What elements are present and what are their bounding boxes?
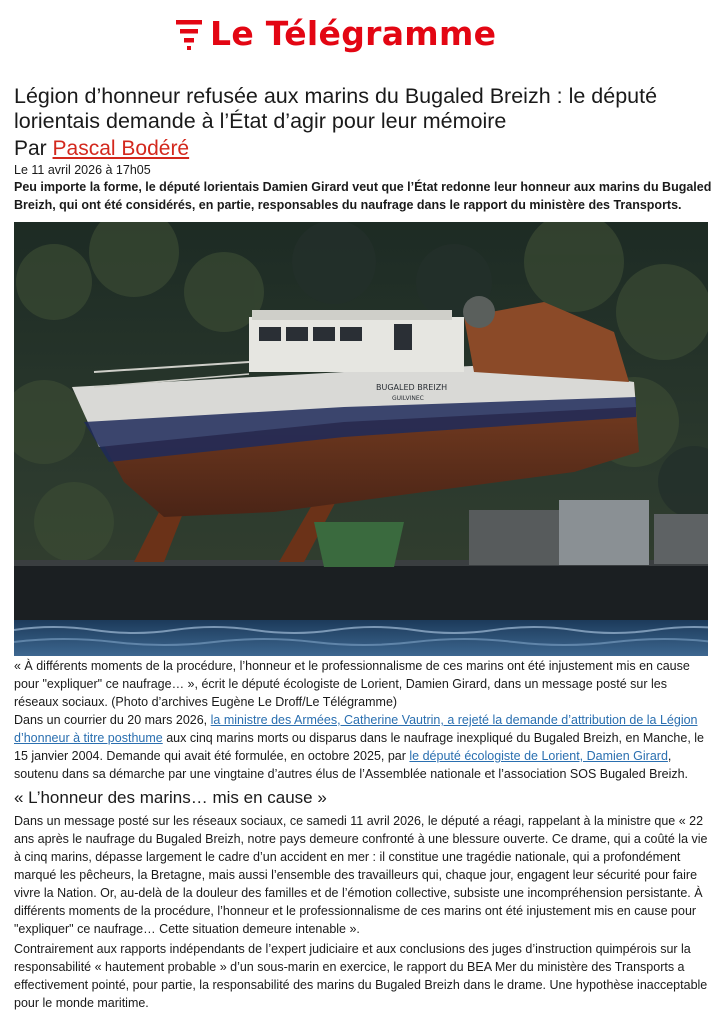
- article-title: Légion d’honneur refusée aux marins du Bugaled Breizh : le député lorientais demande à l’État d’agir pour leur mémoire: [14, 84, 658, 133]
- byline: [14, 136, 189, 161]
- deputy-link[interactable]: le député écologiste de Lorient, Damien Girard: [409, 749, 668, 763]
- paragraph-text: aux cinq marins morts ou disparus dans le naufrage inexpliqué du Bugaled Breizh, en Manche, le 15 janvier 2004. Demande qui avait été formulée, en octobre 2025, par: [14, 731, 705, 763]
- ministry-decision-link[interactable]: la ministre des Armées, Catherine Vautrin, a rejeté la demande d’attribution de la Légion d’honneur à titre posthume: [14, 713, 698, 745]
- article-paragraph-3: Contrairement aux rapports indépendants de l’expert judiciaire et aux conclusions des juges d’instruction quimpérois sur la responsabilité « hautement probable » d’un sous-marin en exercice, le rapport du BEA Mer du ministère des Transports a effectivement pointé, pour partie, la responsabilité des marins du Bugaled Breizh dans le drame. Une hypothèse inacceptable pour le monde maritime.: [14, 942, 708, 1010]
- telegramme-logo-icon[interactable]: [176, 20, 202, 50]
- author-link[interactable]: Pascal Bodéré: [52, 137, 190, 160]
- article-subheading: « L’honneur des marins… mis en cause »: [14, 788, 327, 807]
- article-paragraph-1: [14, 711, 714, 783]
- paragraph-text: , soutenu dans sa démarche par une vingtaine d’autres élus de l’Assemblée nationale et l’association SOS Bugaled Breizh.: [14, 749, 689, 781]
- photo-caption: « À différents moments de la procédure, l’honneur et le professionnalisme de ces marins ont été injustement mis en cause pour "expliquer" ce naufrage… », écrit le député écologiste de Lorient, Damien Girard, dans un message posté sur les réseaux sociaux. (Photo d’archives Eugène Le Droff/Le Télégramme): [14, 659, 690, 709]
- hull-port-label: GUILVINEC: [392, 395, 424, 402]
- article-photo: [14, 222, 708, 656]
- publish-date: Le 11 avril 2026 à 17h05: [14, 163, 151, 177]
- hull-name-label: BUGALED BREIZH: [376, 383, 448, 392]
- byline-prefix: Par: [14, 137, 47, 160]
- site-logo-text[interactable]: Le Télégramme: [210, 14, 497, 53]
- paragraph-text: Dans un courrier du 20 mars 2026,: [14, 713, 211, 727]
- masthead: [0, 14, 725, 60]
- article-standfirst: Peu importe la forme, le député lorientais Damien Girard veut que l’État redonne leur honneur aux marins du Bugaled Breizh, qui ont été considérés, en partie, responsables du naufrage dans le rapport du ministère des Transports.: [14, 180, 712, 212]
- article-paragraph-2: Dans un message posté sur les réseaux sociaux, ce samedi 11 avril 2026, le député a réagi, rappelant à la ministre que « 22 ans après le naufrage du Bugaled Breizh, notre pays demeure confronté à une blessure ouverte. Ce drame, qui a coûté la vie à cinq marins, dépasse largement le cadre d’un accident en mer : il constitue une tragédie nationale, qui a profondément marqué les pêcheurs, la Bretagne, mais aussi l’ensemble des travailleurs qui, chaque jour, engagent leur sécurité pour faire vivre la Nation. Or, au-delà de la douleur des familles et de l’émotion collective, subsiste une incompréhension persistante. À différents moments de la procédure, l’honneur et le professionnalisme de ces marins ont été injustement mis en cause pour "expliquer" ce naufrage… Cette situation demeure intenable ».: [14, 814, 708, 936]
